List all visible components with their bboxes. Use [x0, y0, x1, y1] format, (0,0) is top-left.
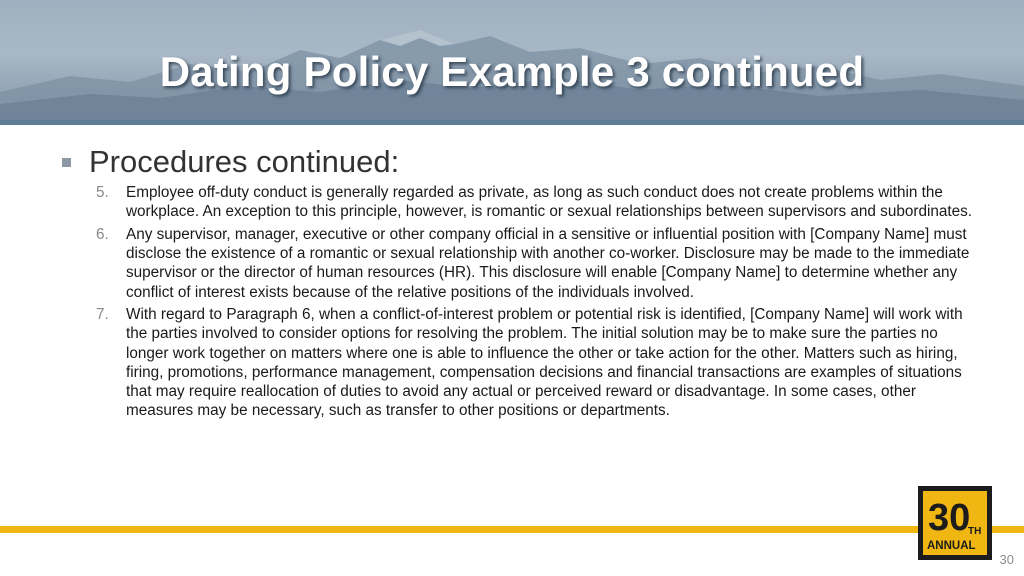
square-bullet-icon [62, 158, 71, 167]
slide-title: Dating Policy Example 3 continued [159, 48, 865, 95]
list-item-number: 7. [96, 306, 109, 324]
logo-word: ANNUAL [927, 540, 976, 552]
30th-annual-logo [918, 486, 992, 560]
logo-number: 30 [928, 497, 971, 539]
list-item-number: 6. [96, 225, 109, 243]
list-item-text: Any supervisor, manager, executive or other company official in a sensitive or influential position with [Company Name] must disclose the existence of a romantic or sexual relationship with another co-worker. Disclosure may be made to the immediate supervisor or the director of human resources (HR). This disclosure will enable [Company Name] to determine whether any conflict of interest exists because of the relative positions of the individuals involved. [126, 225, 970, 301]
bullet-procedures [60, 142, 399, 182]
logo-badge [918, 486, 992, 560]
procedure-list [96, 183, 976, 424]
list-item-text: Employee off-duty conduct is generally regarded as private, as long as such conduct does not create problems within the workplace. An exception to this principle, however, is romantic or sexual relationships between supervisors and subordinates. [126, 184, 973, 221]
list-item-number: 5. [96, 184, 109, 201]
list-item-text: With regard to Paragraph 6, when a conflict-of-interest problem or potential risk is identified, [Company Name] will work with the parties involved to consider options for resolving the problem. The initial solution may be to make sure the parties no longer work together on matters where one is able to influence the other or take action for the other. Matters such as hiring, firing, promotions, performance management, compensation decisions and financial transactions are examples of situations that may require reallocation of duties to avoid any actual or perceived reward or disadvantage. In some cases, other measures may be necessary, such as transfer to other positions or departments. [126, 306, 963, 420]
banner-divider [0, 120, 1024, 125]
logo-suffix: TH [968, 526, 982, 537]
list-item [96, 305, 976, 420]
list-item [96, 225, 976, 302]
footer-gold-rule [0, 526, 1024, 533]
page-number: 30 [999, 552, 1014, 567]
bullet-text: Procedures continued: [89, 144, 400, 179]
title-banner [0, 0, 1024, 120]
list-item [96, 183, 976, 221]
